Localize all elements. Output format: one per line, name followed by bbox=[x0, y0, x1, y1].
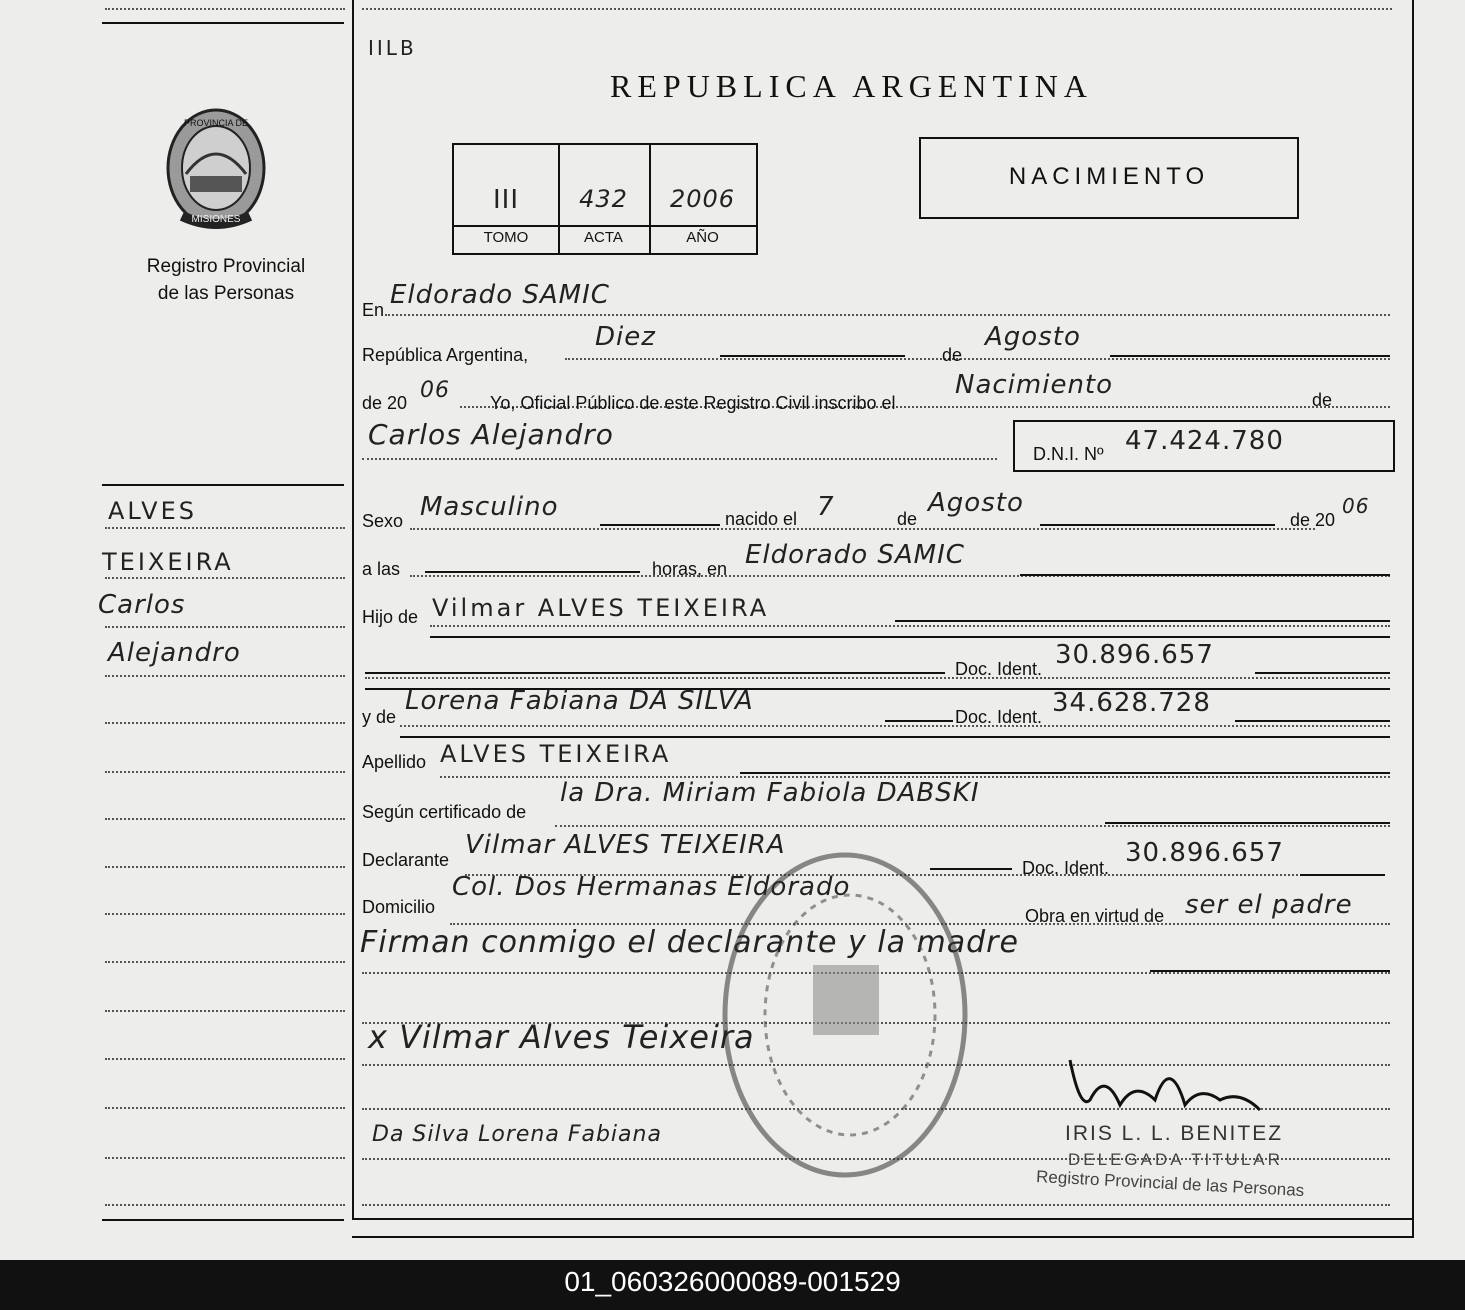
declarant-signature: x Vilmar Alves Teixeira bbox=[368, 1018, 755, 1056]
apellido-value: ALVES TEIXEIRA bbox=[440, 740, 672, 768]
svg-text:MISIONES: MISIONES bbox=[191, 214, 241, 225]
day-value: Diez bbox=[595, 322, 656, 352]
domicilio-label: Domicilio bbox=[362, 897, 436, 917]
domicilio-value: Col. Dos Hermanas Eldorado bbox=[452, 872, 851, 902]
father-doc: 30.896.657 bbox=[1055, 640, 1214, 670]
svg-text:PROVINCIA DE: PROVINCIA DE bbox=[183, 118, 249, 128]
acta-value: 432 bbox=[579, 185, 628, 213]
year-prefix: de 20 bbox=[362, 393, 408, 413]
ano-label: AÑO bbox=[686, 229, 719, 246]
mother-signature: Da Silva Lorena Fabiana bbox=[372, 1122, 662, 1147]
de2-label: de bbox=[1312, 390, 1333, 410]
file-id-bar: 01_060326000089-001529 bbox=[0, 1260, 1465, 1310]
de3-label: de bbox=[897, 509, 918, 529]
birth-year: 06 bbox=[1342, 494, 1370, 518]
de20-label: de 20 bbox=[1290, 510, 1336, 530]
en-value: Eldorado SAMIC bbox=[390, 280, 610, 310]
child-name: Carlos Alejandro bbox=[368, 418, 614, 451]
margin-given-1: Carlos bbox=[98, 590, 186, 620]
official-name: IRIS L. L. BENITEZ bbox=[1065, 1122, 1284, 1145]
yo-text: Yo, Oficial Público de este Registro Civil inscribo el bbox=[490, 393, 896, 413]
province-seal-icon bbox=[162, 104, 270, 232]
firman-value: Firman conmigo el declarante y la madre bbox=[360, 925, 1019, 960]
year-value: 06 bbox=[420, 378, 450, 403]
father-name: Vilmar ALVES TEIXEIRA bbox=[432, 594, 770, 622]
record-type-box bbox=[919, 137, 1299, 219]
dni-box bbox=[1013, 420, 1395, 472]
country-title: REPUBLICA ARGENTINA bbox=[610, 68, 1093, 104]
birth-day: 7 bbox=[817, 492, 835, 522]
margin-surname-1: ALVES bbox=[108, 497, 197, 525]
segun-label: Según certificado de bbox=[362, 802, 527, 822]
hijo-label: Hijo de bbox=[362, 607, 419, 627]
yde-label: y de bbox=[362, 707, 397, 727]
issuer-name-1: Registro Provincial bbox=[146, 256, 306, 277]
right-border bbox=[1412, 0, 1414, 1238]
mother-doc: 34.628.728 bbox=[1052, 688, 1211, 718]
obra-label: Obra en virtud de bbox=[1025, 906, 1165, 926]
birth-month: Agosto bbox=[928, 488, 1024, 518]
issuer-name-2: de las Personas bbox=[157, 283, 295, 304]
event-value: Nacimiento bbox=[955, 370, 1114, 400]
top-rule bbox=[362, 8, 1392, 10]
ano-value: 2006 bbox=[669, 185, 736, 213]
official-signature-icon bbox=[1060, 1050, 1270, 1120]
declarante-value: Vilmar ALVES TEIXEIRA bbox=[465, 830, 786, 860]
nacido-label: nacido el bbox=[725, 509, 798, 529]
apellido-label: Apellido bbox=[362, 752, 427, 772]
mother-doc-label: Doc. Ident. bbox=[955, 707, 1043, 727]
sexo-value: Masculino bbox=[420, 492, 559, 522]
alas-label: a las bbox=[362, 559, 401, 579]
declarante-doc-label: Doc. Ident. bbox=[1022, 858, 1110, 878]
bottom-border-2 bbox=[352, 1236, 1412, 1238]
record-type: NACIMIENTO bbox=[1008, 163, 1210, 190]
column-divider bbox=[352, 0, 354, 1218]
de-label: de bbox=[942, 345, 963, 365]
margin-given-2: Alejandro bbox=[108, 638, 241, 668]
en-label: En bbox=[362, 300, 385, 320]
republica-label: República Argentina, bbox=[362, 345, 529, 365]
certificate-value: la Dra. Miriam Fabiola DABSKI bbox=[560, 778, 980, 808]
corner-note: IILB bbox=[368, 36, 417, 60]
mother-name: Lorena Fabiana DA SILVA bbox=[405, 686, 754, 716]
birth-place: Eldorado SAMIC bbox=[745, 540, 965, 570]
dni-value: 47.424.780 bbox=[1125, 426, 1284, 456]
official-org: Registro Provincial de las Personas bbox=[1035, 1166, 1305, 1201]
top-margin-rule bbox=[105, 8, 345, 10]
acta-label: ACTA bbox=[584, 229, 623, 246]
dni-label: D.N.I. Nº bbox=[1033, 444, 1104, 464]
month-value: Agosto bbox=[985, 322, 1081, 352]
official-stamp-icon bbox=[715, 845, 975, 1185]
margin-bottom-border bbox=[102, 1219, 344, 1221]
father-doc-label: Doc. Ident. bbox=[955, 659, 1043, 679]
bottom-border bbox=[352, 1218, 1412, 1220]
margin-top-border bbox=[102, 22, 344, 24]
registry-table bbox=[452, 143, 758, 255]
sexo-label: Sexo bbox=[362, 511, 404, 531]
margin-surname-2: TEIXEIRA bbox=[102, 548, 234, 576]
horas-label: horas, en bbox=[652, 559, 728, 579]
obra-value: ser el padre bbox=[1185, 890, 1353, 920]
official-title: DELEGADA TITULAR bbox=[1068, 1150, 1283, 1169]
tomo-value: III bbox=[492, 185, 519, 215]
declarante-label: Declarante bbox=[362, 850, 450, 870]
tomo-label: TOMO bbox=[483, 229, 529, 246]
margin-divider bbox=[102, 484, 344, 486]
declarante-doc: 30.896.657 bbox=[1125, 838, 1284, 868]
